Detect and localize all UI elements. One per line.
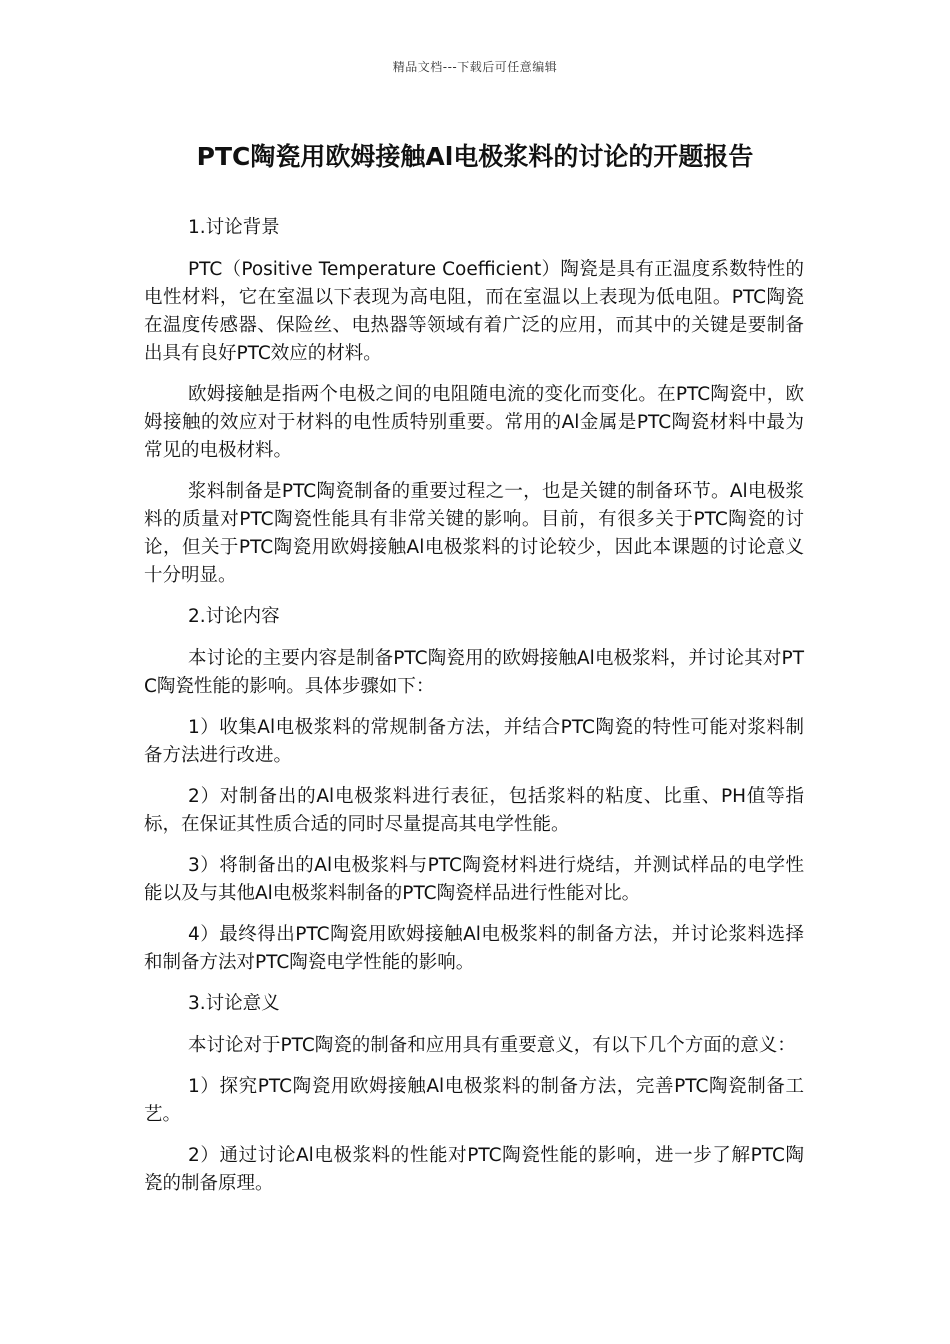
list-item: 2）通过讨论Al电极浆料的性能对PTC陶瓷性能的影响，进一步了解PTC陶瓷的制备原理。 bbox=[144, 1145, 804, 1194]
list-item: 1）探究PTC陶瓷用欧姆接触Al电极浆料的制备方法，完善PTC陶瓷制备工艺。 bbox=[144, 1076, 804, 1125]
document-title: PTC陶瓷用欧姆接触Al电极浆料的讨论的开题报告 bbox=[196, 142, 754, 171]
paragraph: PTC（Positive Temperature Coefficient）陶瓷是具有正温度系数特性的电性材料，它在室温以下表现为高电阻，而在室温以上表现为低电阻。PTC陶瓷在温度传感器、保险丝、电热器等领域有着广泛的应用，而其中的关键是要制备出具有良好PTC效应的材料。 bbox=[144, 259, 804, 364]
list-item: 2）对制备出的Al电极浆料进行表征，包括浆料的粘度、比重、PH值等指标，在保证其性质合适的同时尽量提高其电学性能。 bbox=[144, 786, 804, 835]
paragraph: 本讨论的主要内容是制备PTC陶瓷用的欧姆接触Al电极浆料，并讨论其对PTC陶瓷性能的影响。具体步骤如下： bbox=[144, 648, 804, 697]
header-note: 精品文档---下载后可任意编辑 bbox=[392, 60, 558, 74]
section-heading-significance: 3.讨论意义 bbox=[188, 993, 280, 1014]
document-body bbox=[144, 214, 804, 1211]
paragraph: 欧姆接触是指两个电极之间的电阻随电流的变化而变化。在PTC陶瓷中，欧姆接触的效应对于材料的电性质特别重要。常用的Al金属是PTC陶瓷材料中最为常见的电极材料。 bbox=[144, 384, 804, 461]
list-item: 3）将制备出的Al电极浆料与PTC陶瓷材料进行烧结，并测试样品的电学性能以及与其他Al电极浆料制备的PTC陶瓷样品进行性能对比。 bbox=[144, 855, 804, 904]
paragraph: 浆料制备是PTC陶瓷制备的重要过程之一，也是关键的制备环节。Al电极浆料的质量对PTC陶瓷性能具有非常关键的影响。目前，有很多关于PTC陶瓷的讨论，但关于PTC陶瓷用欧姆接触Al电极浆料的讨论较少，因此本课题的讨论意义十分明显。 bbox=[144, 481, 804, 586]
section-heading-content: 2.讨论内容 bbox=[188, 606, 280, 627]
list-item: 4）最终得出PTC陶瓷用欧姆接触Al电极浆料的制备方法，并讨论浆料选择和制备方法对PTC陶瓷电学性能的影响。 bbox=[144, 924, 804, 973]
paragraph: 本讨论对于PTC陶瓷的制备和应用具有重要意义，有以下几个方面的意义： bbox=[188, 1035, 796, 1056]
list-item: 1）收集Al电极浆料的常规制备方法，并结合PTC陶瓷的特性可能对浆料制备方法进行改进。 bbox=[144, 717, 804, 766]
section-heading-background: 1.讨论背景 bbox=[188, 217, 280, 238]
